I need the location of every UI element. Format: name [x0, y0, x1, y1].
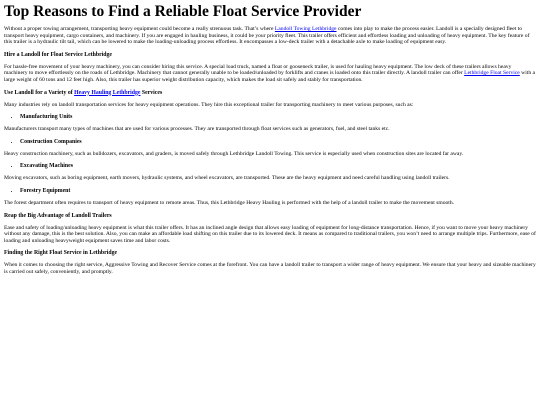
industry-list — [4, 188, 536, 195]
intro-paragraph — [4, 26, 536, 46]
list-item: • Forestry Equipment — [20, 188, 536, 195]
industry-list — [4, 139, 536, 146]
list-item: • Excavating Machines — [20, 163, 536, 170]
float-service-link[interactable]: Lethbridge Float Service — [464, 70, 520, 77]
landoll-towing-link[interactable]: Landoll Towing Lethbridge — [274, 26, 337, 32]
hire-text-2: with a large weight of 60 tons and 12 feet high. Also, this trailer has superior weight distribution capacity, which makes the load sit safely and stably for transportation. — [4, 70, 536, 83]
hire-text-1: For hassle-free movement of your heavy machinery, you can consider hiring this service. A special load truck, named a float or gooseneck trailer, is used for hauling heavy equipment. The low deck of these trailers allows heavy machinery to move effortlessly on the roads of Lethbridge. Machinery that cannot generally unable to be loaded/unloaded by forklifts and cranes is loaded onto this trailer directly. A landoll trailer can offer — [4, 63, 512, 77]
item-paragraph: Manufacturers transport many types of machines that are used for various processes. They are transported through float services such as generators, fuel, and steel tanks etc. — [4, 126, 390, 133]
item-paragraph: Moving excavators, such as boring equipment, earth movers, hydraulic systems, and wheel excavators, are transported. These are the heavy equipment and need careful handling using landoll trailers. — [4, 175, 450, 182]
item-paragraph: Heavy construction machinery, such as bulldozers, excavators, and graders, is moved safely through Lethbridge Landoll Towing. This service is especially used when construction sites are located far away. — [4, 150, 464, 157]
industry-list — [4, 163, 536, 170]
section-heading-finding: Finding the Right Float Service in Lethbridge — [4, 250, 118, 257]
section-heading-advantage: Reap the Big Advantage of Landoll Trailers — [4, 212, 112, 219]
list-item: • Manufacturing Units — [20, 114, 536, 121]
industry-list — [4, 114, 536, 121]
intro-text-1: Without a proper towing arrangement, transporting heavy equipment could become a really strenuous task. That’s where — [4, 26, 275, 32]
variety-paragraph: Many industries rely on landoll transportation services for heavy equipment operations. They hire this exceptional trailer for transporting machinery to meet various purposes, such as: — [4, 101, 414, 108]
advantage-paragraph: Ease and safety of loading/unloading heavy equipment is what this trailer offers. It has an inclined angle design that allows easy loading of equipment for long-distance transportation. Hence, if you want to move your heavy machinery without any damage, this is the best solution. Also, you can make an affordable load shifting on this trailer due to its lowered deck. It means as compared to traditional trailers, you won’t need to arrange multiple trips. Furthermore, ease of loading and unloading heavyweight equipment saves time and labor costs. — [4, 224, 536, 244]
item-paragraph: The forest department often requires to transport of heavy equipment to remote areas. Thus, this Lethbridge Heavy Hauling is performed with the help of a landoll trailer to make the movement smooth. — [4, 199, 455, 206]
variety-heading-post: Services — [140, 89, 163, 96]
heavy-hauling-link[interactable]: Heavy Hauling Lethbridge — [74, 89, 141, 96]
intro-text-2: comes into play to make the process easier. Landoll is a specially designed fleet to transport heavy equipment, cargo containers, and machinery. If you are engaged in hauling business, it could be your priority fleet. This trailer offers efficient and effortless loading and unloading of heavy equipment. The key feature of this trailer is a hydraulic tilt tail, which can be lowered to make the loading-unloading process effortless. It encompasses a low-deck trailer with a detachable axle to make loading of equipment easy. — [4, 26, 530, 46]
finding-paragraph: When it comes to choosing the right service, Aggressive Towing and Recover Service comes at the forefront. You can have a landoll trailer to transport a wider range of heavy equipment. We ensure that your heavy and sizeable machinery is carried out safely, conveniently, and promptly. — [4, 262, 536, 275]
section-heading-hire: Hire a Landoll for Float Service Lethbridge — [4, 51, 112, 58]
list-item: • Construction Companies — [20, 139, 536, 146]
section-heading-variety — [4, 90, 536, 97]
variety-heading-pre: Use Landoll for a Variety of — [4, 89, 75, 96]
hire-paragraph — [4, 64, 536, 84]
page-title: Top Reasons to Find a Reliable Float Service Provider — [4, 3, 362, 20]
